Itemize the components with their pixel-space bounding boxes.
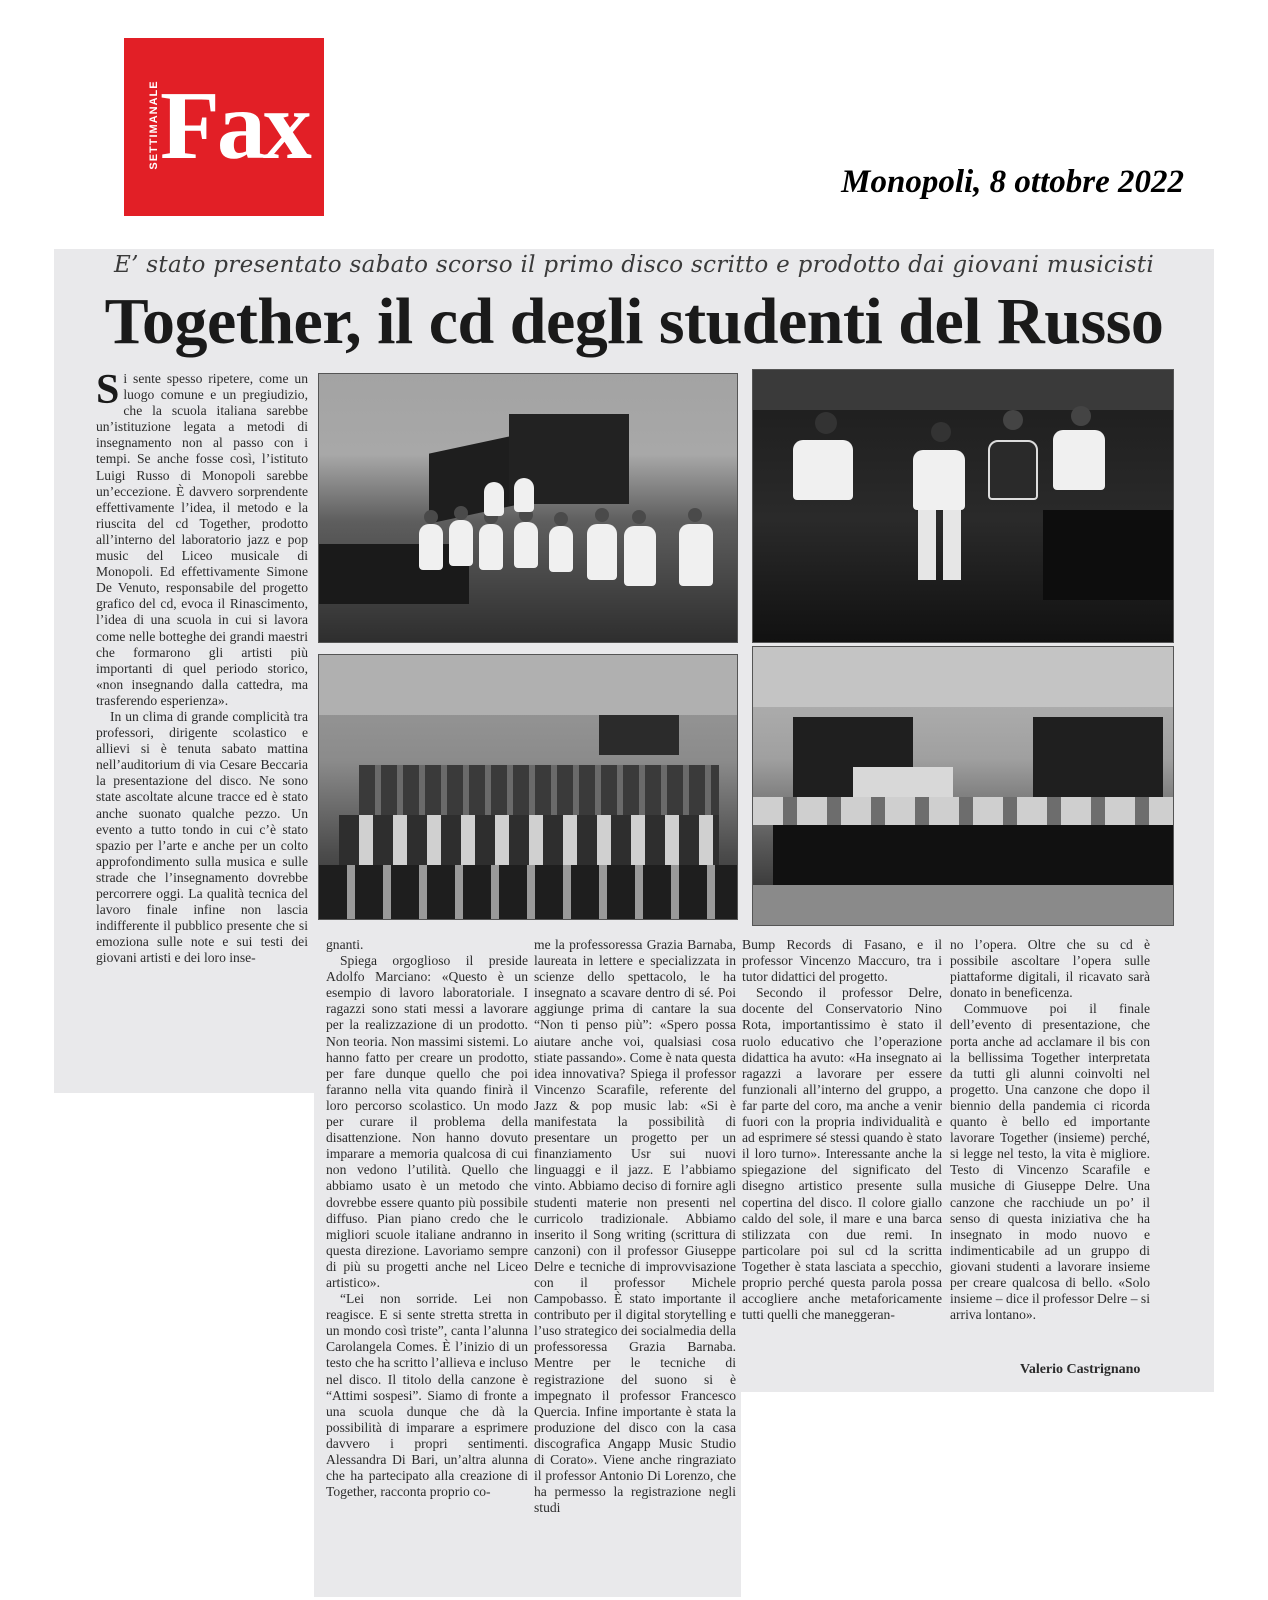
- col5-paragraph-1: no l’opera. Oltre che su cd è possibile ascoltare l’opera sulle piattaforme digitali, il ricavato sarà donato in beneficenza.: [950, 937, 1150, 1001]
- author-signature: Valerio Castrignano: [1020, 1362, 1141, 1377]
- article-column-5: [950, 937, 1150, 1377]
- col1-paragraph-1: i sente spesso ripetere, come un luogo comune e un pregiudizio, che la scuola italiana sarebbe un’istituzione legata a metodi di insegnamento non al passo con i tempi. Se anche fosse così, l’istituto Luigi Russo di Monopoli sarebbe un’eccezione. È davvero sorprendente effettivamente l’idea, il metodo e la riuscita del cd Together, prodotto all’interno del laboratorio jazz e pop music del Liceo musicale di Monopoli. Ed effettivamente Simone De Venuto, responsabile del progetto grafico del cd, evoca il Rinascimento, l’idea di una scuola in cui si lavora come nelle botteghe dei grandi maestri che formarono gli artisti più importanti di quel periodo storico, «non insegnando dalla cattedra, ma trasferendo esperienza».: [96, 371, 308, 708]
- article-column-2: [326, 937, 528, 1589]
- logo-text: Fax: [160, 72, 309, 180]
- col3-paragraph-1: me la professoressa Grazia Barnaba, laureata in lettere e specializzata in scienze dello spettacolo, le ha insegnato a scavare dentro di sé. Poi aggiunge prima di cantare la sua “Non ti penso più”: «Spero possa aiutare anche voi, qualsiasi cosa stiate passando». Come è nata questa idea innovativa? Spiega il professor Vincenzo Scarafile, referente del Jazz & pop music lab: «Si è manifestata la possibilità di presentare un progetto per un finanziamento Usr sui nuovi linguaggi e il jazz. E l’abbiamo vinto. Abbiamo deciso di fornire agli studenti materie non presenti nel curricolo tradizionale. Abbiamo inserito il Song writing (scrittura di canzoni) con il professor Giuseppe Delre e tecniche di improvvisazione con il professor Michele Campobasso. È stato importante il contributo per il digital storytelling e l’uso strategico dei socialmedia della professoressa Grazia Barnaba. Mentre per le tecniche di registrazione del suono si è impegnato il professor Francesco Quercia. Infine importante è stata la produzione del disco con la casa discografica Angapp Music Studio di Corato». Viene anche ringraziato il professor Antonio Di Lorenzo, che ha permesso la registrazione negli studi: [534, 937, 736, 1516]
- article-column-3: [534, 937, 736, 1589]
- col5-paragraph-2: Commuove poi il finale dell’evento di presentazione, che porta anche ad acclamare il bis con la bellissima Together interpretata da tutti gli alunni coinvolti nel progetto. Una canzone che dopo il biennio della pandemia ci ricorda quanto è bello ed importante lavorare Together (insieme) perché, si legge nel testo, la vita è migliore. Testo di Vincenzo Scarafile e musiche di Giuseppe Delre. Una canzone che racchiude un po’ il senso di questa iniziativa che ha insegnato in modo nuovo e indimenticabile ad un gruppo di giovani studenti a lavorare insieme per creare qualcosa di bello. «Solo insieme – dice il professor Delre – si arriva lontano».: [950, 1001, 1150, 1323]
- col2-paragraph-2: Spiega orgoglioso il preside Adolfo Marciano: «Questo è un esempio di lavoro laboratoriale. I ragazzi sono stati messi a lavorare per la realizzazione di un prodotto. Non teoria. Non massimi sistemi. Lo hanno fatto per creare un prodotto, per fare dunque quello che poi faranno nella vita quando finirà il loro percorso scolastico. Un modo per curare il problema della disattenzione. Non hanno dovuto imparare a memoria qualcosa di cui non vedono l’utilità. Quello che abbiamo usato è un metodo che dovrebbe essere quanto più possibile diffuso. Pian piano credo che le migliori scuole italiane andranno in questa direzione. Lavoriamo sempre di più su progetti anche nel Liceo artistico».: [326, 953, 528, 1290]
- article-column-1: [96, 371, 308, 1091]
- article-kicker: E’ stato presentato sabato scorso il primo disco scritto e prodotto dai giovani musicisti: [113, 252, 1155, 278]
- col2-paragraph-1: gnanti.: [326, 937, 364, 952]
- photo-choir-on-stage: [318, 373, 738, 643]
- fax-logo: [124, 38, 324, 216]
- dateline: Monopoli, 8 ottobre 2022: [841, 164, 1184, 200]
- col4-paragraph-2: Secondo il professor Delre, docente del Conservatorio Nino Rota, importantissimo è stato il ruolo educativo che l’operazione didattica ha avuto: «Ha insegnato ai ragazzi a lavorare per essere funzionali all’interno del gruppo, a far parte del coro, ma anche a venir fuori con la propria individualità e ad esprimere sé stessi quando è stato il loro turno». Interessante anche la spiegazione del significato del disegno artistico presente sulla copertina del disco. Il colore giallo caldo del sole, il mare e una barca stilizzata con due remi. In particolare poi sul cd la scritta Together è stata lasciata a specchio, proprio perché questa parola possa accogliere anche metaforicamente tutti quelli che maneggeran-: [742, 985, 942, 1323]
- photo-band-performing: [752, 369, 1174, 643]
- drop-cap: S: [96, 371, 120, 413]
- col4-paragraph-1: Bump Records di Fasano, e il professor Vincenzo Maccuro, tra i tutor didattici del progetto.: [742, 937, 942, 985]
- article-headline: Together, il cd degli studenti del Russo: [104, 285, 1164, 358]
- photo-audience: [318, 654, 738, 920]
- article-column-4: [742, 937, 942, 1377]
- col2-paragraph-3: “Lei non sorride. Lei non reagisce. E si sente stretta stretta in un mondo così triste”, canta l’alunna Carolangela Comes. È l’inizio di un testo che ha scritto l’allieva e incluso nel disco. Il titolo della canzone è “Attimi sospesi”. Siamo di fronte a una scuola dunque che dà la possibilità di imparare a esprimere davvero i propri sentimenti. Alessandra Di Bari, un’altra alunna che ha partecipato alla creazione di Together, racconta proprio co-: [326, 1291, 528, 1500]
- photo-panel-table: [752, 646, 1174, 926]
- logo-subtext: SETTIMANALE: [148, 80, 160, 170]
- col1-paragraph-2: In un clima di grande complicità tra professori, dirigente scolastico e allievi si è tenuta sabato mattina nell’auditorium di via Cesare Beccaria la presentazione del disco. Ne sono state ascoltate alcune tracce ed è stato anche suonato qualche pezzo. Un evento a tutto tondo in cui c’è stato spazio per l’arte e anche per un colto approfondimento sulla musica e sulle strade che l’insegnamento dovrebbe percorrere oggi. La qualità tecnica del lavoro finale infine non lascia indifferente il pubblico presente che si emoziona sulle note e sui testi dei giovani artisti e dei loro inse-: [96, 708, 308, 966]
